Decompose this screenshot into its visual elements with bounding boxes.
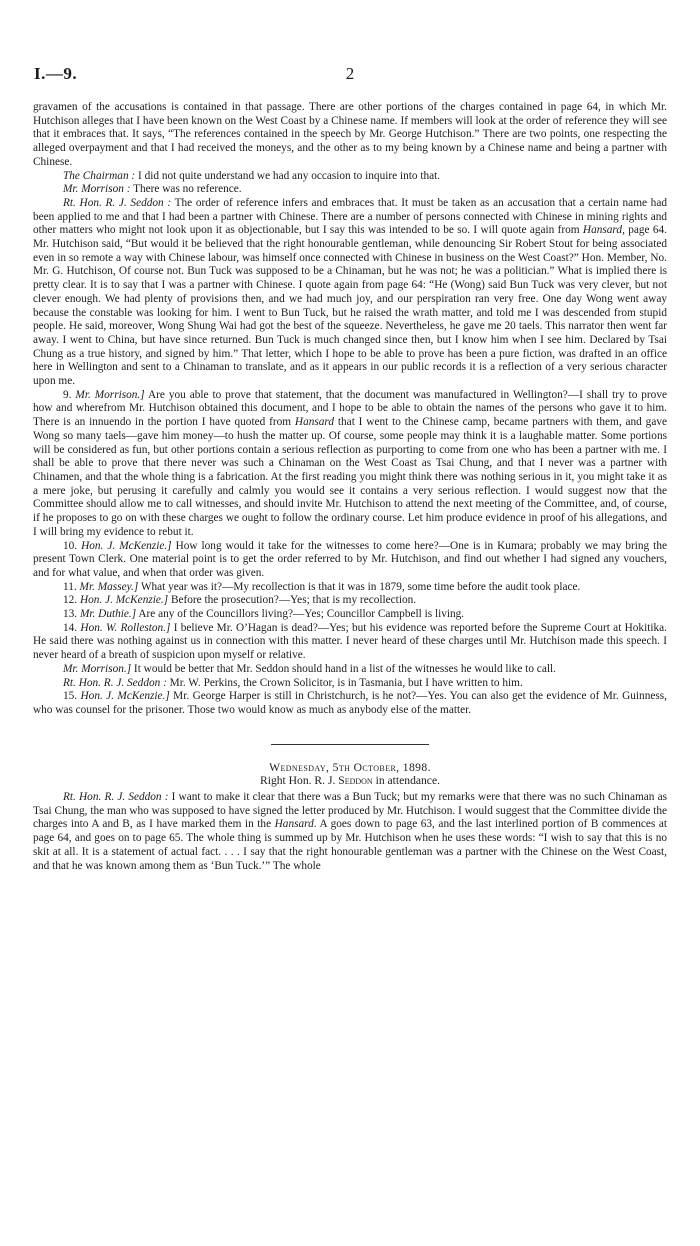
italic-reference: Hansard bbox=[274, 818, 314, 831]
question-number: 12. bbox=[63, 594, 78, 607]
document-body bbox=[33, 101, 667, 873]
paragraph bbox=[33, 197, 667, 389]
paragraph-text: How long would it take for the witnesses to come here?—One is in Kumara; probably we may bring the present Town Clerk. One material point is to get the order referred to by Mr. Hutchison, and find out whether I had signed any vouchers, and for what value, and when that order was given. bbox=[33, 539, 667, 579]
question-number: 14. bbox=[63, 621, 78, 634]
speaker-name: The Chairman : bbox=[63, 169, 136, 182]
paragraph bbox=[33, 608, 667, 622]
paragraph-text: , page 64. Mr. Hutchison said, “But would it be believed that the right honourable gentleman, while denouncing Sir Robert Stout for being associated even in so remote a way with Chinese labour, was himself once connected with Chinese in business on the West Coast?” Hon. Member, No. Mr. G. Hutchison, Of course not. Bun Tuck was supposed to be a Chinaman, but he was not; he was a politician.” What is implied there is pretty clear. It is to say that I was a partner with Chinese. I quote again from page 64: “He (Wong) said Bun Tuck was very clever, but not clever enough. We had plenty of provisions then, and we had much joy, and our perspiration ran very free. One day Wong went away because the constable was looking for him. I went to Bun Tuck, but he raised the wrath matter, and told me I was descended from stupid people. He said, moreover, Wong Shung Wai had got the best of the squeeze. Nevertheless, he gave me 20 taels. This narrator then went far away. I went to China, but have since returned. Bun Tuck is much changed since then, but I know him when I see him. Declared by Tsai Chung as a true history, and signed by him.” That letter, which I hope to be able to prove has been a pure fiction, was drafted in an office here in Wellington and sent to a Chinaman to translate, and as it appears in our public records it is a reflection of a very serious character upon me. bbox=[33, 224, 667, 388]
paragraph-text: There was no reference. bbox=[130, 183, 242, 196]
speaker-name: Rt. Hon. R. J. Seddon : bbox=[63, 676, 167, 689]
speaker-name: Mr. Duthie.] bbox=[79, 608, 137, 621]
speaker-name: Hon. J. McKenzie.] bbox=[79, 594, 169, 607]
paragraph-text: Mr. W. Perkins, the Crown Solicitor, is in Tasmania, but I have written to him. bbox=[166, 676, 523, 689]
question-number: 9. bbox=[63, 388, 72, 401]
proceedings-part-one bbox=[33, 101, 667, 718]
question-number: 10. bbox=[63, 539, 78, 552]
speaker-name: Rt. Hon. R. J. Seddon : bbox=[63, 196, 172, 209]
paragraph-text: I want to make it clear that there was a Bun Tuck; but my remarks were that there was no such Chinaman as Tsai Chung, the man who was supposed to have signed the letter produced by Mr. Hutchison. I would suggest that the Committee divide the charges into A and B, as I have marked them in the bbox=[33, 791, 667, 831]
speaker-name: Mr. Morrison : bbox=[63, 183, 131, 196]
paragraph-text: Mr. George Harper is still in Christchurch, is he not?—Yes. You can also get the evidence of Mr. Guinness, who was counsel for the prisoner. Those two would know as much as anybody else of the matter. bbox=[33, 690, 667, 716]
date-heading: Wednesday, 5th October, 1898. bbox=[269, 760, 431, 774]
paragraph bbox=[33, 677, 667, 691]
speaker-name: Mr. Morrison.] bbox=[63, 662, 132, 675]
paragraph-text: Are any of the Councillors living?—Yes; Councillor Campbell is living. bbox=[136, 608, 465, 621]
attendance-line bbox=[33, 774, 667, 788]
speaker-name: Mr. Morrison.] bbox=[75, 388, 145, 401]
paragraph-text: It would be better that Mr. Seddon should hand in a list of the witnesses he would like to call. bbox=[131, 662, 556, 675]
paragraph-text: The order of reference infers and embraces that. It must be taken as an accusation that a certain name had been applied to me and that I had been a partner with Chinese. There are a number of persons connected with Chinese in mining rights and other matters who might not look upon it as objectionable, but I say this was intended to be so. I will quote again from bbox=[33, 196, 667, 237]
question-number: 11. bbox=[63, 580, 77, 593]
paragraph bbox=[33, 622, 667, 663]
paragraph-text: . A goes down to page 63, and the last interlined portion of B commences at page 64, and goes on to page 65. The whole thing is summed up by Mr. Hutchison when he uses these words: “I wish to say that this is no skit at all. It is a statement of actual fact. . . . I say that the right honourable gentleman was a partner with the Chinese on the West Coast, and that he was known among them as ‘Bun Tuck.’” The whole bbox=[33, 818, 667, 872]
paragraph-text: I did not quite understand we had any occasion to inquire into that. bbox=[135, 169, 441, 182]
italic-reference: Hansard bbox=[582, 224, 623, 237]
paragraph bbox=[33, 389, 667, 540]
proceedings-part-two bbox=[33, 791, 667, 873]
speaker-name: Hon. W. Rolleston.] bbox=[80, 621, 171, 634]
paragraph-text: Are you able to prove that statement, that the document was manufactured in Wellington?—I shall try to prove how and wherefrom Mr. Hutchison obtained this document, and I hope to be able to obtain the names of the persons who gave it to him. There is an innuendo in the portion I have quoted from bbox=[33, 388, 667, 429]
page-header bbox=[34, 64, 666, 86]
paragraph bbox=[33, 690, 667, 717]
paragraph-text: I believe Mr. O’Hagan is dead?—Yes; but his evidence was reported before the Supreme Court at Hokitika. He said there was nothing against us in connection with this matter. I never heard of these charges until Mr. Hutchison made this speech. I never heard of a breath of suspicion upon myself or relative. bbox=[33, 621, 667, 662]
page-number: 2 bbox=[345, 64, 355, 83]
paragraph-text: gravamen of the accusations is contained in that passage. There are other portions of the charges contained in page 64, in which Mr. Hutchison alleges that I have been known on the West Coast by a Chinese name. If members will look at the order of reference they will see that it embraces that. It says, “The references contained in the speech by Mr. George Hutchison.” There are two points, one respecting the alleged overpayment and that I had received the moneys, and the other as to my being known by a Chinese name and being a partner with Chinese. bbox=[33, 101, 667, 168]
paragraph bbox=[33, 791, 667, 873]
paragraph bbox=[33, 594, 667, 608]
attendance-title: Right Hon. R. J. bbox=[259, 774, 339, 788]
paragraph bbox=[33, 101, 667, 170]
paragraph bbox=[33, 540, 667, 581]
paragraph bbox=[33, 183, 667, 197]
italic-reference: Hansard bbox=[294, 416, 335, 429]
paragraph bbox=[33, 663, 667, 677]
paragraph-text: Before the prosecution?—Yes; that is my recollection. bbox=[168, 594, 417, 607]
speaker-name: Hon. J. McKenzie.] bbox=[81, 539, 172, 552]
attendance-name: Seddon bbox=[338, 774, 373, 788]
speaker-name: Hon. J. McKenzie.] bbox=[80, 690, 170, 703]
question-number: 15. bbox=[63, 690, 78, 703]
question-number: 13. bbox=[63, 608, 78, 621]
paragraph-text: What year was it?—My recollection is that it was in 1879, some time before the audit took place. bbox=[138, 580, 581, 593]
paragraph-text: that I went to the Chinese camp, became partners with them, and gave Wong so many taels—gave him money—to hush the matter up. Of course, some people may think it is a laughable matter. Some portions will be considered as fun, but other portions contain a serious reflection as purporting to come from one who has been a partner with me. I shall be able to prove that there never was such a Chinaman on the West Coast as Tsai Chung, and that I never was a partner with Chinamen, and that the whole thing is a fabrication. At the first reading you might think there was nothing serious in it, you might take it as a mere joke, but perusing it carefully and calmly you would see it contains a very serious reflection. I would suggest now that the Committee should allow me to call witnesses, and should invite Mr. Hutchison to attend the next meeting of the Committee, and, of course, if he proposes to go on with these charges we ought to follow the ordinary course. Let him produce evidence in proof of his allegations, and I will bring my evidence to rebut it. bbox=[33, 416, 667, 538]
speaker-name: Rt. Hon. R. J. Seddon : bbox=[63, 791, 169, 804]
paragraph bbox=[33, 581, 667, 595]
attendance-tail: in attendance. bbox=[372, 774, 440, 788]
paper-reference: I.—9. bbox=[34, 64, 78, 83]
speaker-name: Mr. Massey.] bbox=[79, 580, 139, 593]
section-divider bbox=[271, 744, 429, 745]
paragraph bbox=[33, 170, 667, 184]
